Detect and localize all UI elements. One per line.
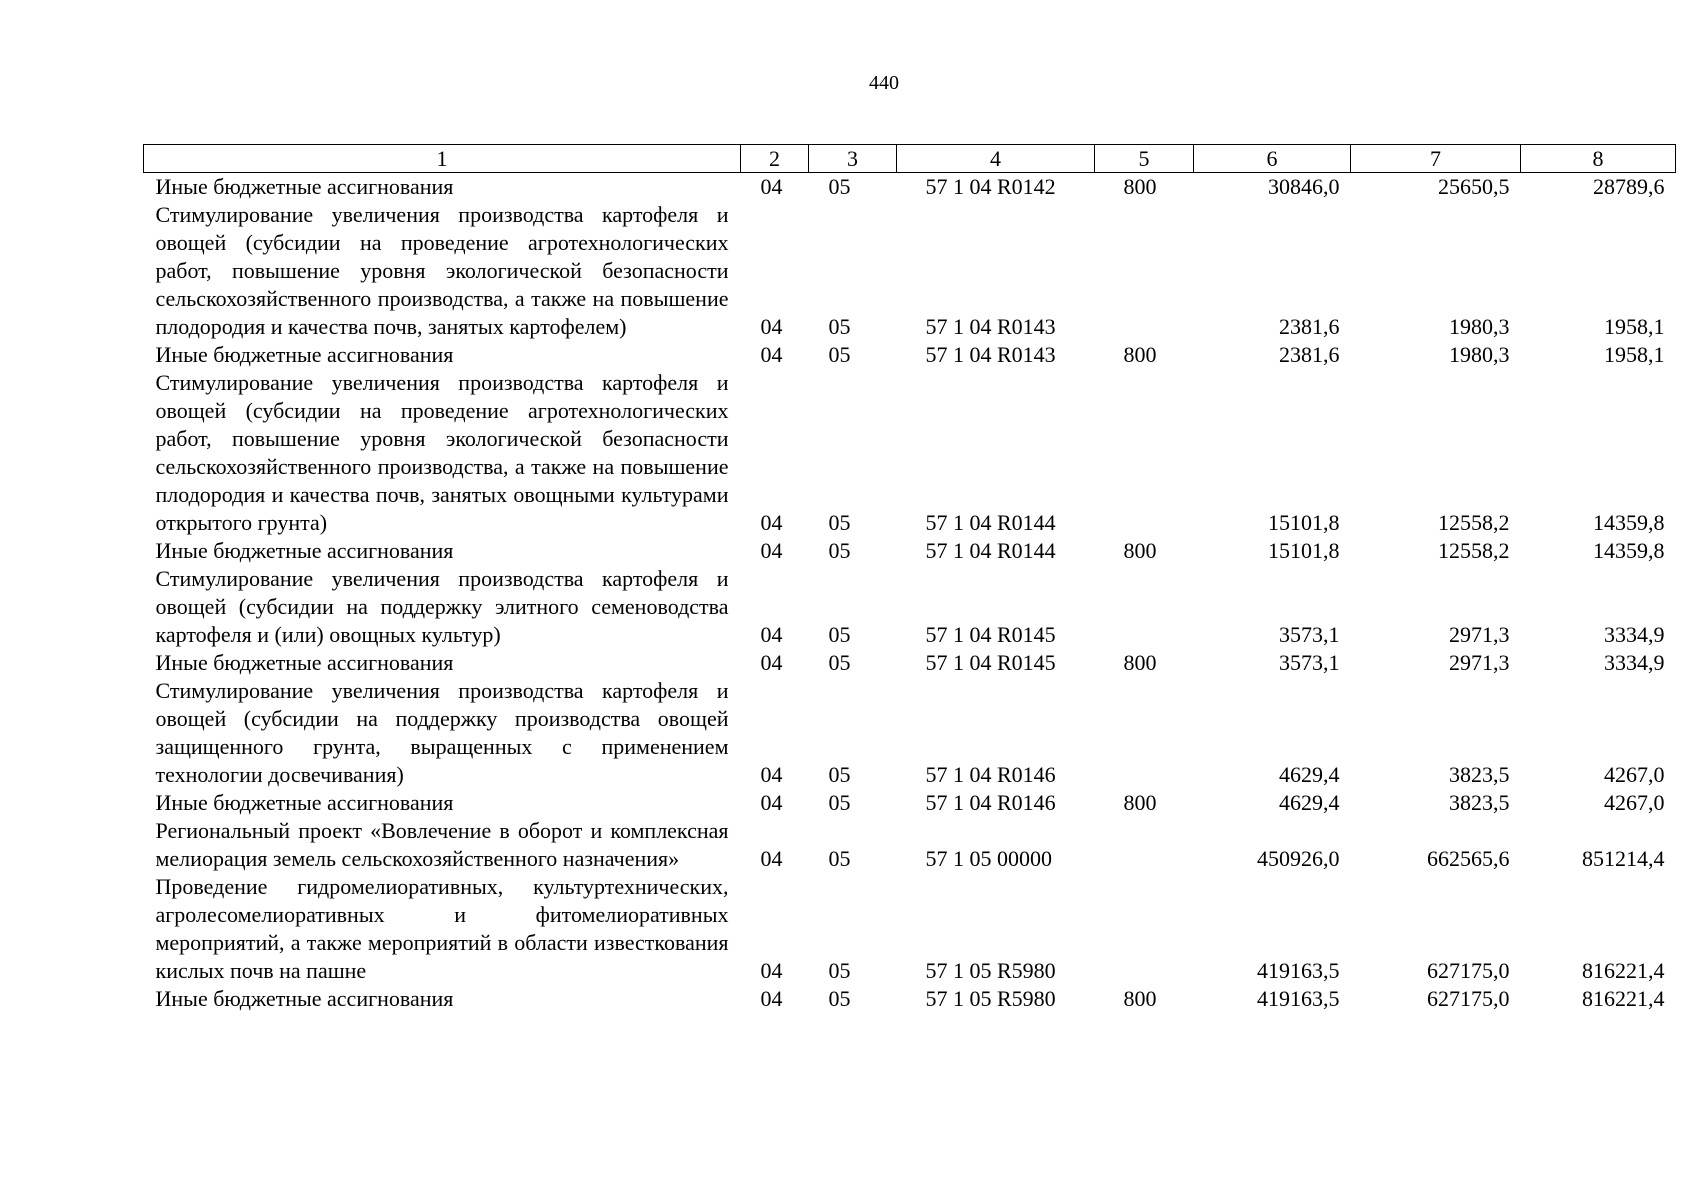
header-col-8: 8 (1521, 145, 1676, 173)
budget-table (143, 144, 1676, 1013)
header-col-7: 7 (1351, 145, 1521, 173)
table-row (144, 173, 1676, 202)
row-amount-col8-cell: 851214,4 (1582, 846, 1665, 871)
row-section-cell: 04 (760, 510, 783, 535)
row-amount-col6-cell: 3573,1 (1279, 650, 1340, 675)
row-target-article-cell: 57 1 04 R0142 (925, 174, 1056, 199)
row-expense-type-cell: 800 (1123, 650, 1157, 675)
row-expense-type-cell (1095, 369, 1194, 537)
table-row (144, 341, 1676, 369)
header-col-3: 3 (809, 145, 897, 173)
table-row (144, 985, 1676, 1013)
row-subsection-cell: 05 (828, 986, 851, 1011)
row-amount-col7-cell: 25650,5 (1438, 174, 1510, 199)
row-amount-col7-cell: 12558,2 (1438, 510, 1510, 535)
row-subsection-cell: 05 (828, 650, 851, 675)
row-target-article-cell: 57 1 05 R5980 (925, 986, 1056, 1011)
row-amount-col8-cell: 3334,9 (1604, 650, 1665, 675)
row-amount-col6-cell: 15101,8 (1268, 538, 1340, 563)
header-row (144, 145, 1676, 173)
row-amount-col8-cell: 816221,4 (1582, 958, 1665, 983)
row-expense-type-cell: 800 (1123, 790, 1157, 815)
row-amount-col7-cell: 1980,3 (1449, 342, 1510, 367)
row-subsection-cell: 05 (828, 790, 851, 815)
row-target-article-cell: 57 1 04 R0143 (925, 314, 1056, 339)
row-amount-col8-cell: 4267,0 (1604, 790, 1665, 815)
table-row (144, 789, 1676, 817)
row-target-article-cell: 57 1 05 R5980 (925, 958, 1056, 983)
row-name-cell: Иные бюджетные ассигнования (155, 342, 454, 367)
row-subsection-cell: 05 (828, 622, 851, 647)
row-amount-col6-cell: 3573,1 (1279, 622, 1340, 647)
row-name-cell: Иные бюджетные ассигнования (155, 174, 454, 199)
header-col-1: 1 (144, 145, 741, 173)
row-subsection-cell: 05 (828, 538, 851, 563)
row-subsection-cell: 05 (828, 958, 851, 983)
table-header (144, 145, 1676, 173)
row-amount-col6-cell: 15101,8 (1268, 510, 1340, 535)
row-expense-type-cell: 800 (1123, 986, 1157, 1011)
row-amount-col6-cell: 419163,5 (1257, 958, 1340, 983)
page-number: 440 (869, 72, 899, 94)
row-amount-col6-cell: 30846,0 (1268, 174, 1340, 199)
row-amount-col7-cell: 3823,5 (1449, 762, 1510, 787)
row-amount-col6-cell: 4629,4 (1279, 790, 1340, 815)
table-row (144, 817, 1676, 873)
row-name-cell: Иные бюджетные ассигнования (155, 650, 454, 675)
row-expense-type-cell (1095, 817, 1194, 873)
row-target-article-cell: 57 1 04 R0146 (925, 790, 1056, 815)
row-expense-type-cell: 800 (1123, 538, 1157, 563)
row-amount-col6-cell: 450926,0 (1257, 846, 1340, 871)
row-section-cell: 04 (760, 342, 783, 367)
row-subsection-cell: 05 (828, 174, 851, 199)
row-amount-col8-cell: 816221,4 (1582, 986, 1665, 1011)
row-amount-col8-cell: 14359,8 (1593, 510, 1665, 535)
row-amount-col8-cell: 4267,0 (1604, 762, 1665, 787)
row-expense-type-cell: 800 (1123, 174, 1157, 199)
header-col-4: 4 (897, 145, 1095, 173)
row-name-cell: Иные бюджетные ассигнования (155, 790, 454, 815)
row-target-article-cell: 57 1 04 R0143 (925, 342, 1056, 367)
row-name-cell: Иные бюджетные ассигнования (155, 538, 454, 563)
row-section-cell: 04 (760, 958, 783, 983)
row-amount-col8-cell: 28789,6 (1593, 174, 1665, 199)
row-subsection-cell: 05 (828, 510, 851, 535)
header-col-2: 2 (741, 145, 809, 173)
table-body (144, 173, 1676, 1014)
row-name-cell: Стимулирование увеличения производства картофеля и овощей (субсидии на проведение агротехнологических работ, повышение уровня экологической безопасности сельскохозяйственного производства, а также на повышение плодородия и качества почв, занятых картофелем) (155, 202, 729, 339)
table-row (144, 873, 1676, 985)
row-name-cell: Стимулирование увеличения производства картофеля и овощей (субсидии на поддержку элитного семеноводства картофеля и (или) овощных культур) (155, 566, 729, 647)
row-target-article-cell: 57 1 04 R0144 (925, 538, 1056, 563)
row-expense-type-cell (1095, 201, 1194, 341)
row-target-article-cell: 57 1 04 R0145 (925, 650, 1056, 675)
row-section-cell: 04 (760, 174, 783, 199)
row-section-cell: 04 (760, 762, 783, 787)
row-amount-col8-cell: 1958,1 (1604, 314, 1665, 339)
row-section-cell: 04 (760, 538, 783, 563)
row-name-cell: Проведение гидромелиоративных, культуртехнических, агролесомелиоративных и фитомелиоративных мероприятий, а также мероприятий в области известкования кислых почв на пашне (155, 874, 729, 983)
row-expense-type-cell (1095, 873, 1194, 985)
table-row (144, 649, 1676, 677)
row-name-cell: Стимулирование увеличения производства картофеля и овощей (субсидии на проведение агротехнологических работ, повышение уровня экологической безопасности сельскохозяйственного производства, а также на повышение плодородия и качества почв, занятых овощными культурами открытого грунта) (155, 370, 729, 535)
table-row (144, 677, 1676, 789)
row-section-cell: 04 (760, 846, 783, 871)
row-name-cell: Стимулирование увеличения производства картофеля и овощей (субсидии на поддержку производства овощей защищенного грунта, выращенных с применением технологии досвечивания) (155, 678, 729, 787)
row-target-article-cell: 57 1 04 R0146 (925, 762, 1056, 787)
row-subsection-cell: 05 (828, 342, 851, 367)
row-amount-col7-cell: 1980,3 (1449, 314, 1510, 339)
row-amount-col7-cell: 662565,6 (1427, 846, 1510, 871)
row-amount-col6-cell: 4629,4 (1279, 762, 1340, 787)
row-amount-col6-cell: 2381,6 (1279, 342, 1340, 367)
header-col-5: 5 (1095, 145, 1194, 173)
row-expense-type-cell (1095, 565, 1194, 649)
row-section-cell: 04 (760, 622, 783, 647)
row-target-article-cell: 57 1 04 R0145 (925, 622, 1056, 647)
row-section-cell: 04 (760, 986, 783, 1011)
table-row (144, 201, 1676, 341)
row-amount-col6-cell: 2381,6 (1279, 314, 1340, 339)
row-section-cell: 04 (760, 650, 783, 675)
table-row (144, 369, 1676, 537)
row-name-cell: Региональный проект «Вовлечение в оборот и комплексная мелиорация земель сельскохозяйственного назначения» (155, 818, 729, 871)
row-amount-col7-cell: 2971,3 (1449, 650, 1510, 675)
row-section-cell: 04 (760, 314, 783, 339)
row-amount-col7-cell: 2971,3 (1449, 622, 1510, 647)
row-target-article-cell: 57 1 04 R0144 (925, 510, 1056, 535)
row-subsection-cell: 05 (828, 314, 851, 339)
row-amount-col7-cell: 627175,0 (1427, 986, 1510, 1011)
row-amount-col8-cell: 14359,8 (1593, 538, 1665, 563)
row-section-cell: 04 (760, 790, 783, 815)
row-target-article-cell: 57 1 05 00000 (925, 846, 1052, 871)
header-col-6: 6 (1194, 145, 1351, 173)
row-subsection-cell: 05 (828, 762, 851, 787)
row-expense-type-cell (1095, 677, 1194, 789)
table-row (144, 537, 1676, 565)
row-subsection-cell: 05 (828, 846, 851, 871)
row-amount-col7-cell: 12558,2 (1438, 538, 1510, 563)
row-amount-col8-cell: 3334,9 (1604, 622, 1665, 647)
row-expense-type-cell: 800 (1123, 342, 1157, 367)
table-row (144, 565, 1676, 649)
row-amount-col7-cell: 3823,5 (1449, 790, 1510, 815)
row-amount-col8-cell: 1958,1 (1604, 342, 1665, 367)
row-amount-col6-cell: 419163,5 (1257, 986, 1340, 1011)
row-name-cell: Иные бюджетные ассигнования (155, 986, 454, 1011)
row-amount-col7-cell: 627175,0 (1427, 958, 1510, 983)
